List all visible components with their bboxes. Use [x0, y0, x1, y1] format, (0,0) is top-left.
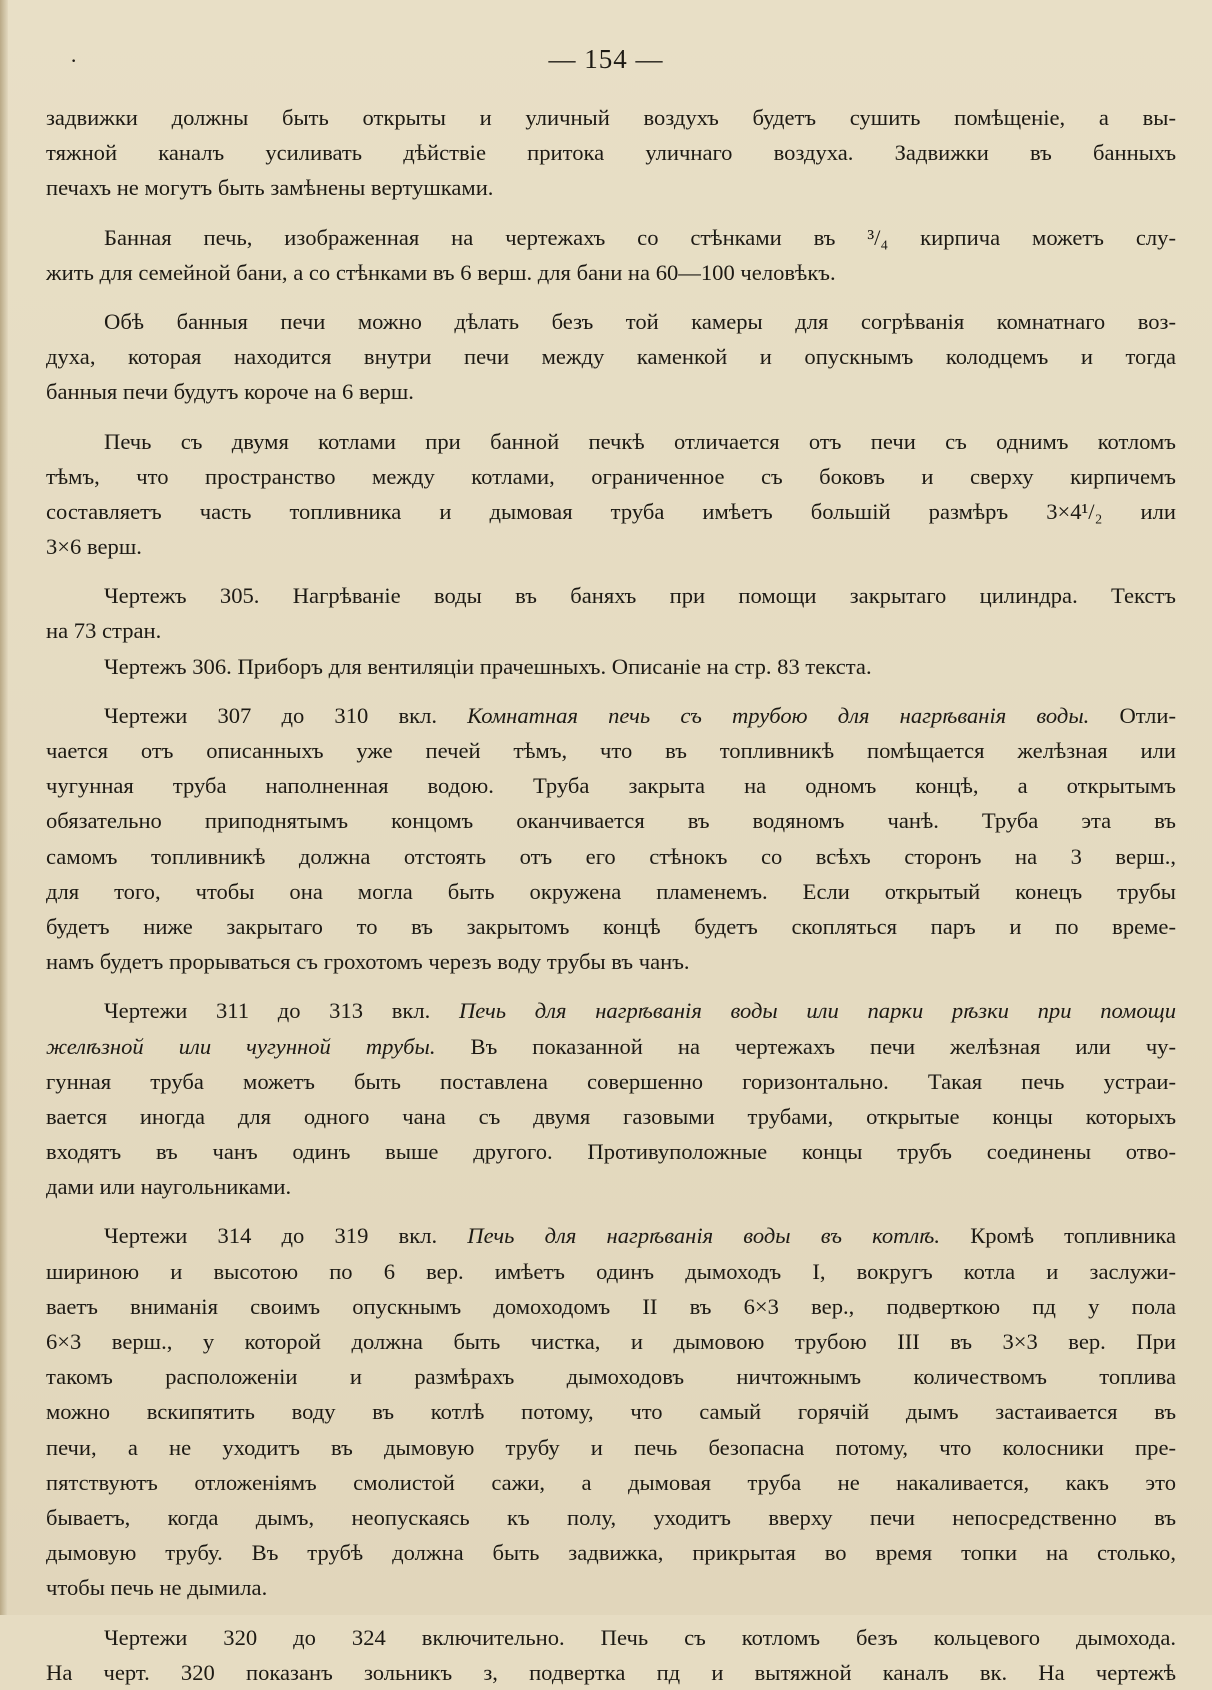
text-line: печи, а не уходитъ въ дымовую трубу и печь безопасна потому, что колосники пре- [46, 1434, 1176, 1460]
figure-ref: Чертежи 307 до 310 вкл. [104, 702, 438, 728]
text-line: Чертежъ 305. Нагрѣваніе воды въ баняхъ при помощи закрытаго цилиндра. Текстъ [104, 583, 1176, 609]
text-line [46, 993, 1176, 1028]
text-line: Чертежи 320 до 324 включительно. Печь съ котломъ безъ кольцевого дымохода. [104, 1624, 1176, 1650]
text-line: чается отъ описанныхъ уже печей тѣмъ, что въ топливникѣ помѣщается желѣзная или [46, 738, 1176, 763]
text-line: 3×6 верш. [46, 534, 142, 560]
paragraph [46, 100, 1176, 206]
text-line: чтобы печь не дымила. [46, 1575, 268, 1601]
text-line: Банная печь, изображенная на чертежахъ со стѣнками въ ³/₄ кирпича можетъ слу- [104, 224, 1176, 250]
text-line: пятствуютъ отложеніямъ смолистой сажи, а дымовая труба не накаливается, какъ это [46, 1469, 1176, 1495]
text-line: входятъ въ чанъ одинъ выше другого. Противуположные концы трубъ соединены отво- [46, 1139, 1176, 1165]
text-line: На черт. 320 показанъ зольникъ з, подвертка пд и вытяжной каналъ вк. На чертежѣ [46, 1659, 1176, 1685]
figure-ref: Чертежи 311 до 313 вкл. [104, 998, 431, 1024]
text-fragment: Въ показанной на чертежахъ печи желѣзная или чу- [470, 1033, 1176, 1059]
paragraph [46, 220, 1176, 290]
text-line: такомъ расположеніи и размѣрахъ дымоходовъ ничтожнымъ количествомъ топлива [46, 1364, 1176, 1390]
text-line: будетъ ниже закрытаго то въ закрытомъ концѣ будетъ скопляться паръ и по време- [46, 913, 1176, 939]
text-line: Печь съ двумя котлами при банной печкѣ отличается отъ печи съ однимъ котломъ [104, 428, 1176, 454]
text-fragment: Отли- [1119, 702, 1176, 728]
text-line: задвижки должны быть открыты и уличный воздухъ будетъ сушить помѣщеніе, а вы- [46, 105, 1176, 130]
text-line [46, 1218, 1176, 1253]
paragraph [46, 578, 1176, 648]
paragraph [46, 304, 1176, 410]
text-line: вается иногда для одного чана съ двумя газовыми трубами, открытые концы которыхъ [46, 1103, 1176, 1129]
section-title-cont: желѣзной или чугунной трубы. [46, 1033, 436, 1059]
text-line: тѣмъ, что пространство между котлами, ограниченное съ боковъ и сверху кирпичемъ [46, 463, 1176, 489]
paragraph [46, 1620, 1176, 1690]
text-line: тяжной каналъ усиливать дѣйствіе притока уличнаго воздуха. Задвижки въ банныхъ [46, 140, 1176, 166]
text-line: самомъ топливникѣ должна отстоять отъ его стѣнокъ со всѣхъ сторонъ на 3 верш., [46, 843, 1176, 869]
figure-ref: Чертежи 314 до 319 вкл. [104, 1223, 438, 1249]
text-line: банныя печи будутъ короче на 6 верш. [46, 379, 414, 405]
page-binding-edge [0, 0, 8, 1615]
paragraph [46, 993, 1176, 1204]
page-body-text [46, 100, 1176, 1690]
text-line: 6×3 верш., у которой должна быть чистка, и дымовою трубою III въ 3×3 вер. При [46, 1329, 1176, 1354]
text-line: ваетъ вниманія своимъ опускнымъ домоходомъ II въ 6×3 вер., подверткою пд у пола [46, 1293, 1176, 1319]
text-line: на 73 стран. [46, 618, 162, 644]
paragraph [46, 1218, 1176, 1605]
text-line: для того, чтобы она могла быть окружена пламенемъ. Если открытый конецъ трубы [46, 878, 1176, 904]
text-line: Обѣ банныя печи можно дѣлать безъ той камеры для согрѣванія комнатнаго воз- [104, 308, 1176, 334]
text-line: можно вскипятить воду въ котлѣ потому, что самый горячій дымъ застаивается въ [46, 1399, 1176, 1425]
text-fragment: Кромѣ топливника [970, 1223, 1176, 1249]
text-line: обязательно приподнятымъ концомъ оканчивается въ водяномъ чанѣ. Труба эта въ [46, 808, 1176, 834]
text-line: дымовую трубу. Въ трубѣ должна быть задвижка, прикрытая во время топки на столько, [46, 1540, 1176, 1566]
text-line: составляетъ часть топливника и дымовая труба имѣетъ большій размѣръ 3×4¹/₂ или [46, 498, 1176, 524]
text-line: Чертежъ 306. Приборъ для вентиляціи прачешныхъ. Описаніе на стр. 83 текста. [104, 653, 872, 679]
page-mark: · [70, 48, 78, 73]
paragraph [46, 424, 1176, 565]
text-line: дами или наугольниками. [46, 1174, 292, 1200]
text-line: духа, которая находится внутри печи между каменкой и опускнымъ колодцемъ и тогда [46, 344, 1176, 370]
text-line [46, 698, 1176, 733]
section-title: Печь для нагрѣванія воды въ котлѣ. [467, 1223, 941, 1249]
text-line: намъ будетъ прорываться съ грохотомъ черезъ воду трубы въ чанъ. [46, 949, 690, 975]
text-line [46, 1029, 1176, 1064]
text-line: печахъ не могутъ быть замѣнены вертушками. [46, 175, 494, 201]
section-title: Печь для нагрѣванія воды или парки рѣзки при помощи [458, 998, 1176, 1024]
text-line: гунная труба можетъ быть поставлена совершенно горизонтально. Такая печь устраи- [46, 1068, 1176, 1094]
text-line: бываетъ, когда дымъ, неопускаясь къ полу, уходитъ вверху печи непосредственно въ [46, 1504, 1176, 1530]
page-number: — 154 — [548, 44, 664, 74]
section-title: Комнатная печь съ трубою для нагрѣванія воды. [467, 702, 1090, 728]
text-line: шириною и высотою по 6 вер. имѣетъ одинъ дымоходъ I, вокругъ котла и заслужи- [46, 1258, 1176, 1284]
text-line: жить для семейной бани, а со стѣнками въ 6 верш. для бани на 60—100 человѣкъ. [46, 259, 836, 285]
text-line: чугунная труба наполненная водою. Труба закрыта на одномъ концѣ, а открытымъ [46, 773, 1176, 799]
paragraph [46, 698, 1176, 980]
paragraph [46, 649, 1176, 684]
